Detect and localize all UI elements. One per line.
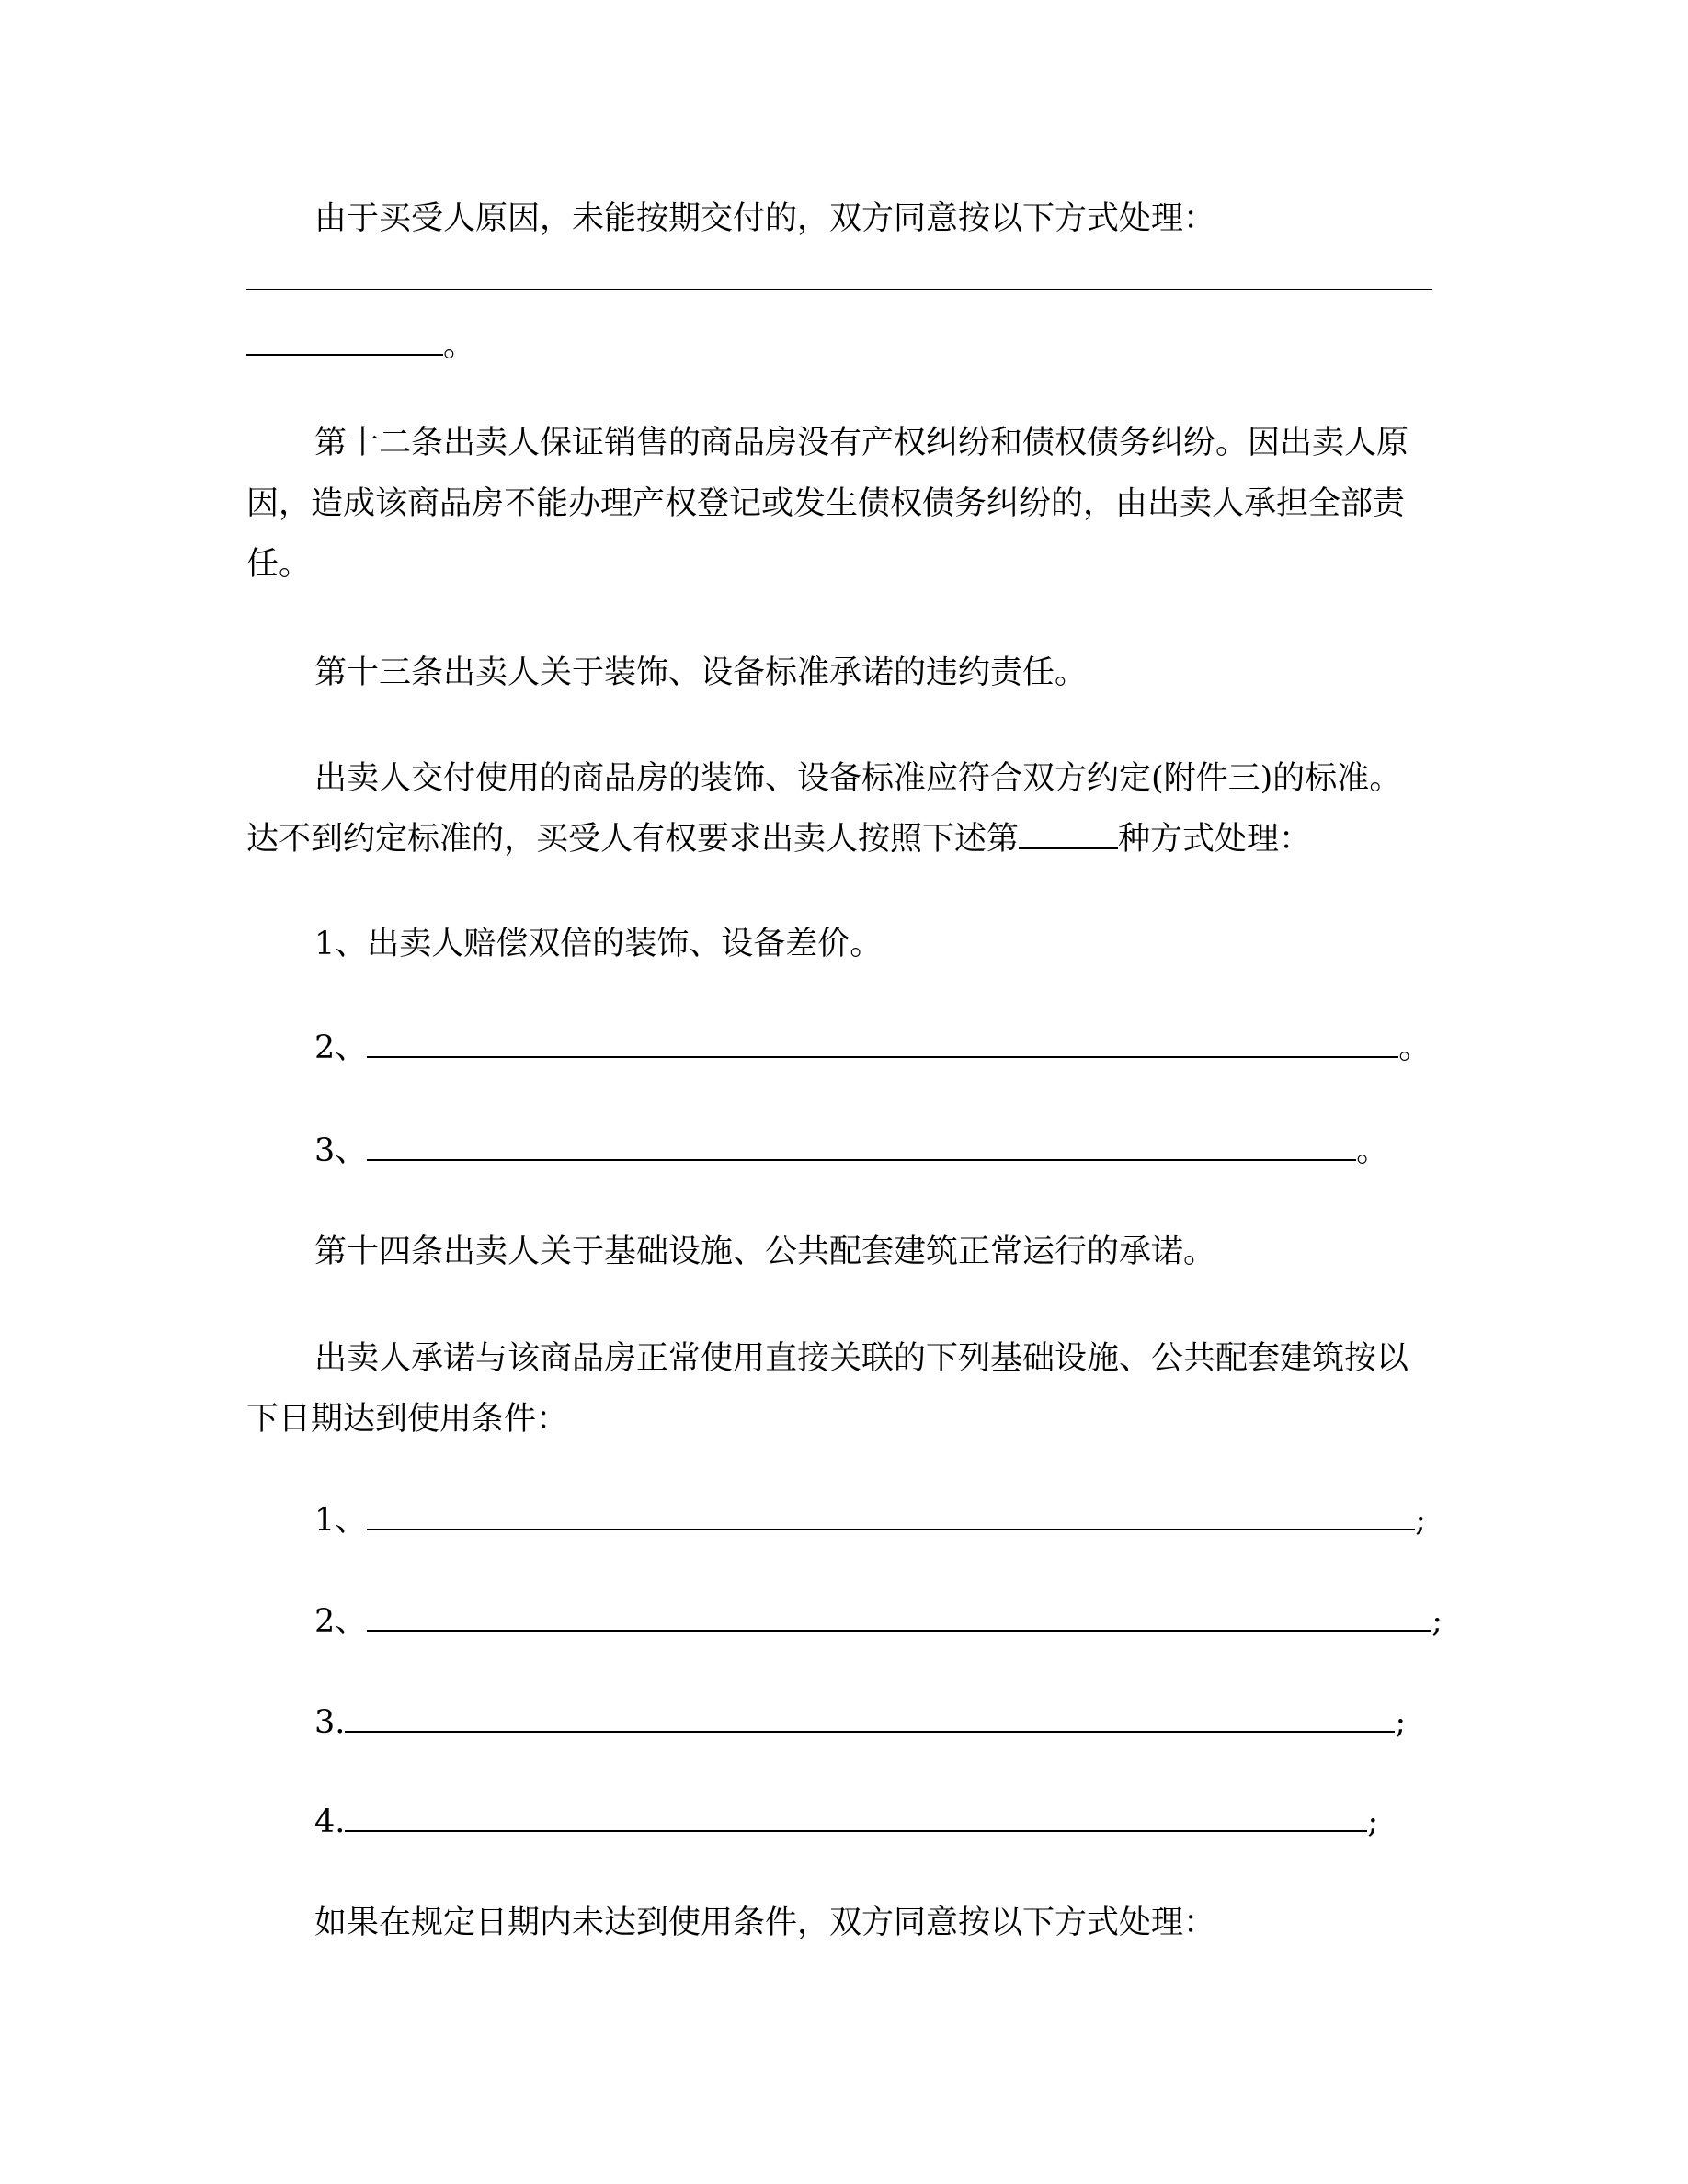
article-13-line-2-before: 达不到约定标准的，买受人有权要求出卖人按照下述第 [246, 821, 1020, 858]
item-number: 3. [314, 1704, 346, 1741]
blank [367, 1602, 1431, 1632]
article-12-line-3: 任。 [246, 546, 312, 583]
article-13-title: 第十三条出卖人关于装饰、设备标准承诺的违约责任。 [314, 654, 1088, 691]
option-number: 3、 [314, 1132, 368, 1169]
article-14-item-3 [314, 1702, 1406, 1743]
blank [345, 1703, 1395, 1733]
article-14-item-4 [314, 1802, 1378, 1842]
article-14-line-2: 下日期达到使用条件： [246, 1401, 569, 1438]
item-end: ; [1367, 1803, 1379, 1840]
choice-blank [1019, 820, 1118, 849]
blank [367, 1501, 1415, 1530]
fill-blank-line [246, 289, 1432, 290]
article-13-line-1: 出卖人交付使用的商品房的装饰、设备标准应符合双方约定(附件三)的标准。 [314, 760, 1402, 797]
item-end: ; [1395, 1704, 1407, 1741]
item-end: ; [1431, 1603, 1443, 1640]
article-12-line-1: 第十二条出卖人保证销售的商品房没有产权纠纷和债权债务纠纷。因出卖人原 [314, 425, 1409, 461]
article-14-line-1: 出卖人承诺与该商品房正常使用直接关联的下列基础设施、公共配套建筑按以 [314, 1340, 1409, 1377]
blank [246, 326, 443, 356]
article-13-option-1: 1、出卖人赔偿双倍的装饰、设备差价。 [314, 926, 883, 962]
period: 。 [443, 327, 476, 364]
article-14-item-2 [314, 1601, 1443, 1642]
article-13-option-3 [314, 1131, 1388, 1171]
blank [345, 1803, 1367, 1832]
option-end: 。 [1356, 1132, 1389, 1169]
article-13-line-2-after: 种方式处理： [1118, 821, 1312, 858]
article-14-title: 第十四条出卖人关于基础设施、公共配套建筑正常运行的承诺。 [314, 1234, 1216, 1270]
article-12-line-2: 因，造成该商品房不能办理产权登记或发生债权债务纠纷的，由出卖人承担全部责 [246, 485, 1406, 522]
article-13-line-2 [246, 819, 1311, 859]
item-number: 1、 [314, 1502, 368, 1539]
blank [367, 1132, 1356, 1161]
paragraph-buyer-delay: 由于买受人原因，未能按期交付的，双方同意按以下方式处理： [314, 200, 1216, 237]
option-number: 2、 [314, 1029, 368, 1066]
option-end: 。 [1398, 1029, 1431, 1066]
item-number: 2、 [314, 1603, 368, 1640]
item-end: ; [1415, 1502, 1427, 1539]
blank [367, 1029, 1398, 1058]
fill-blank-short [246, 325, 475, 366]
item-number: 4. [314, 1803, 346, 1840]
article-14-closing: 如果在规定日期内未达到使用条件，双方同意按以下方式处理： [314, 1905, 1216, 1941]
article-14-item-1 [314, 1500, 1426, 1541]
article-13-option-2 [314, 1028, 1431, 1068]
